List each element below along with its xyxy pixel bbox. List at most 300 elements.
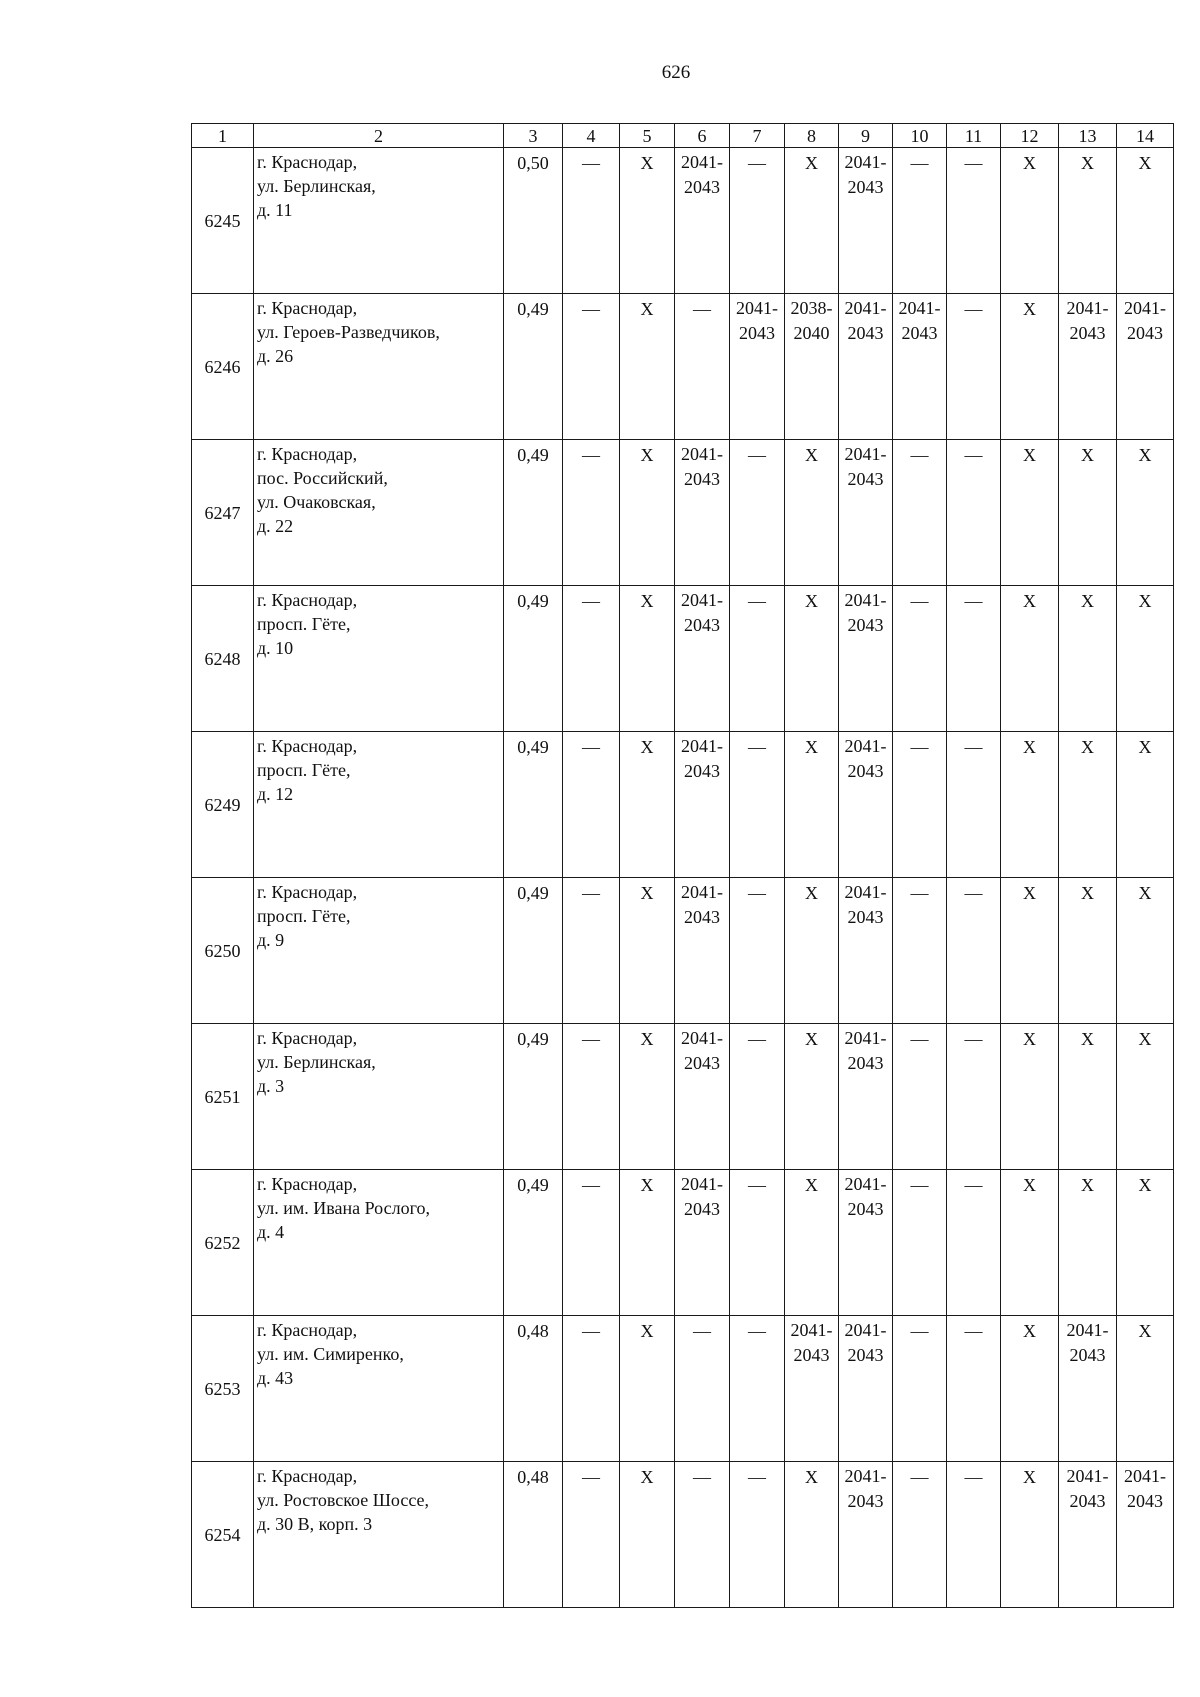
cell-col-4 <box>563 1024 620 1170</box>
column-header: 1 <box>192 124 254 148</box>
year-range-line: 2043 <box>847 907 884 927</box>
cell-col-9 <box>839 1170 893 1316</box>
cell-col-13 <box>1059 440 1117 586</box>
cell-col-3 <box>504 586 563 732</box>
cell-col-11 <box>947 440 1001 586</box>
cell-value: X <box>805 153 818 173</box>
cell-col-9 <box>839 1462 893 1608</box>
cell-col-3 <box>504 1316 563 1462</box>
cell-value: 0,49 <box>517 299 549 319</box>
cell-col-13 <box>1059 1462 1117 1608</box>
address-line: г. Краснодар, <box>257 1028 358 1048</box>
cell-col-8 <box>785 1170 839 1316</box>
cell-col-13 <box>1059 1024 1117 1170</box>
cell-col-8 <box>785 1462 839 1608</box>
cell-value: — <box>910 1029 929 1049</box>
address-line: д. 30 В, корп. 3 <box>257 1514 373 1534</box>
cell-value: — <box>910 1321 929 1341</box>
cell-col-11 <box>947 1170 1001 1316</box>
year-range-line: 2043 <box>1069 323 1106 343</box>
cell-value: X <box>640 153 654 173</box>
cell-value: X <box>1138 1321 1152 1341</box>
column-header: 9 <box>839 124 893 148</box>
cell-col-6 <box>675 586 730 732</box>
cell-value: — <box>910 883 929 903</box>
cell-value: X <box>640 591 654 611</box>
column-header: 10 <box>893 124 947 148</box>
cell-value: 0,49 <box>517 445 549 465</box>
cell-col-6 <box>675 878 730 1024</box>
cell-col-8 <box>785 1316 839 1462</box>
address-cell <box>254 148 504 294</box>
address-cell <box>254 294 504 440</box>
column-header: 2 <box>254 124 504 148</box>
year-range-line: 2041- <box>681 444 723 464</box>
cell-col-5 <box>620 1024 675 1170</box>
cell-col-7 <box>730 148 785 294</box>
cell-value: X <box>1138 883 1152 903</box>
cell-col-7 <box>730 294 785 440</box>
cell-value: — <box>748 1029 766 1049</box>
cell-col-3 <box>504 440 563 586</box>
cell-col-4 <box>563 732 620 878</box>
year-range-line: 2040 <box>793 323 830 343</box>
cell-col-12 <box>1001 440 1059 586</box>
cell-col-6 <box>675 1170 730 1316</box>
cell-value: — <box>582 1467 600 1487</box>
table-row <box>192 586 1174 732</box>
cell-value: — <box>693 1467 711 1487</box>
cell-col-14 <box>1117 586 1174 732</box>
address-cell <box>254 1024 504 1170</box>
cell-col-12 <box>1001 148 1059 294</box>
cell-value: X <box>1023 1321 1036 1341</box>
cell-col-12 <box>1001 1462 1059 1608</box>
cell-col-8 <box>785 732 839 878</box>
page-number: 626 <box>661 62 691 83</box>
cell-col-9 <box>839 294 893 440</box>
cell-value: 0,49 <box>517 591 549 611</box>
address-cell <box>254 732 504 878</box>
column-header: 7 <box>730 124 785 148</box>
cell-col-13 <box>1059 1170 1117 1316</box>
row-number: 6245 <box>192 148 254 294</box>
table-row <box>192 1462 1174 1608</box>
cell-col-5 <box>620 440 675 586</box>
cell-col-14 <box>1117 1024 1174 1170</box>
cell-col-11 <box>947 1316 1001 1462</box>
address-line: г. Краснодар, <box>257 1174 358 1194</box>
address-line: г. Краснодар, <box>257 736 358 756</box>
cell-value: — <box>964 1029 983 1049</box>
cell-value: X <box>1023 299 1036 319</box>
cell-value: — <box>748 1467 766 1487</box>
address-line: пос. Российский, <box>257 468 388 488</box>
year-range-line: 2041- <box>844 590 887 610</box>
cell-col-10 <box>893 148 947 294</box>
cell-col-6 <box>675 148 730 294</box>
cell-value: X <box>640 1029 654 1049</box>
cell-col-4 <box>563 294 620 440</box>
cell-value: X <box>805 883 818 903</box>
year-range-line: 2038- <box>790 298 833 318</box>
cell-col-6 <box>675 1462 730 1608</box>
table-row <box>192 1170 1174 1316</box>
cell-col-10 <box>893 732 947 878</box>
address-cell <box>254 586 504 732</box>
cell-col-7 <box>730 1170 785 1316</box>
cell-col-8 <box>785 586 839 732</box>
cell-value: — <box>582 1029 600 1049</box>
cell-col-14 <box>1117 148 1174 294</box>
address-line: ул. им. Симиренко, <box>257 1344 404 1364</box>
cell-col-3 <box>504 878 563 1024</box>
column-header: 11 <box>947 124 1001 148</box>
address-line: д. 22 <box>257 516 294 536</box>
year-range-line: 2043 <box>1127 1491 1163 1511</box>
cell-value: X <box>1023 153 1036 173</box>
cell-value: X <box>640 445 654 465</box>
cell-value: X <box>805 1467 818 1487</box>
cell-value: — <box>748 591 766 611</box>
address-cell <box>254 440 504 586</box>
cell-value: — <box>910 445 929 465</box>
cell-value: X <box>640 1467 654 1487</box>
cell-value: — <box>910 1467 929 1487</box>
cell-col-12 <box>1001 1024 1059 1170</box>
year-range-line: 2041- <box>681 152 723 172</box>
cell-col-14 <box>1117 1462 1174 1608</box>
cell-col-4 <box>563 1170 620 1316</box>
cell-value: 0,49 <box>517 737 549 757</box>
year-range-line: 2043 <box>1069 1345 1106 1365</box>
year-range-line: 2041- <box>844 736 887 756</box>
address-line: ул. Героев-Разведчиков, <box>257 322 440 342</box>
cell-col-7 <box>730 1024 785 1170</box>
year-range-line: 2041- <box>844 882 887 902</box>
cell-value: X <box>1138 1175 1152 1195</box>
cell-value: X <box>1023 591 1036 611</box>
cell-col-6 <box>675 1316 730 1462</box>
cell-col-9 <box>839 586 893 732</box>
cell-col-8 <box>785 1024 839 1170</box>
cell-col-14 <box>1117 1316 1174 1462</box>
cell-value: — <box>910 737 929 757</box>
cell-col-7 <box>730 586 785 732</box>
cell-col-13 <box>1059 732 1117 878</box>
address-cell <box>254 878 504 1024</box>
cell-value: X <box>640 737 654 757</box>
cell-value: X <box>805 737 818 757</box>
year-range-line: 2043 <box>847 1053 884 1073</box>
cell-col-14 <box>1117 440 1174 586</box>
cell-value: 0,49 <box>517 1175 549 1195</box>
cell-value: — <box>582 1321 600 1341</box>
address-cell <box>254 1170 504 1316</box>
cell-col-10 <box>893 1316 947 1462</box>
column-header: 3 <box>504 124 563 148</box>
year-range-line: 2043 <box>847 177 884 197</box>
cell-value: X <box>1138 737 1152 757</box>
year-range-line: 2043 <box>901 323 938 343</box>
cell-col-11 <box>947 586 1001 732</box>
row-number: 6246 <box>192 294 254 440</box>
year-range-line: 2043 <box>847 1491 884 1511</box>
year-range-line: 2041- <box>844 298 887 318</box>
year-range-line: 2041- <box>898 298 941 318</box>
year-range-line: 2041- <box>681 1028 723 1048</box>
cell-col-10 <box>893 1462 947 1608</box>
cell-value: 0,49 <box>517 1029 549 1049</box>
cell-col-12 <box>1001 1170 1059 1316</box>
table-row <box>192 148 1174 294</box>
year-range-line: 2041- <box>1124 1466 1166 1486</box>
table-row <box>192 1024 1174 1170</box>
cell-value: — <box>964 445 983 465</box>
cell-value: — <box>910 591 929 611</box>
cell-col-3 <box>504 148 563 294</box>
address-line: д. 12 <box>257 784 294 804</box>
cell-col-11 <box>947 878 1001 1024</box>
cell-col-3 <box>504 732 563 878</box>
cell-col-13 <box>1059 586 1117 732</box>
cell-value: 0,48 <box>517 1321 549 1341</box>
table-row <box>192 732 1174 878</box>
address-line: г. Краснодар, <box>257 152 358 172</box>
address-line: просп. Гёте, <box>257 614 351 634</box>
cell-col-7 <box>730 1316 785 1462</box>
address-line: д. 11 <box>257 200 293 220</box>
year-range-line: 2041- <box>844 444 887 464</box>
year-range-line: 2043 <box>684 177 720 197</box>
cell-col-7 <box>730 878 785 1024</box>
address-line: г. Краснодар, <box>257 882 358 902</box>
row-number: 6249 <box>192 732 254 878</box>
cell-col-10 <box>893 878 947 1024</box>
cell-col-11 <box>947 294 1001 440</box>
cell-value: X <box>1023 883 1036 903</box>
year-range-line: 2041- <box>844 1174 887 1194</box>
year-range-line: 2041- <box>736 298 778 318</box>
year-range-line: 2043 <box>847 1345 884 1365</box>
cell-col-8 <box>785 878 839 1024</box>
cell-col-14 <box>1117 294 1174 440</box>
cell-col-6 <box>675 440 730 586</box>
column-header: 4 <box>563 124 620 148</box>
address-line: д. 3 <box>257 1076 285 1096</box>
address-line: д. 10 <box>257 638 294 658</box>
cell-col-8 <box>785 148 839 294</box>
cell-value: — <box>964 1321 983 1341</box>
cell-col-3 <box>504 1170 563 1316</box>
cell-col-11 <box>947 1462 1001 1608</box>
table-row <box>192 440 1174 586</box>
row-number: 6252 <box>192 1170 254 1316</box>
header-row <box>192 124 1174 148</box>
cell-value: X <box>640 1321 654 1341</box>
address-line: д. 9 <box>257 930 285 950</box>
cell-col-13 <box>1059 1316 1117 1462</box>
year-range-line: 2043 <box>1069 1491 1106 1511</box>
cell-col-12 <box>1001 732 1059 878</box>
cell-col-9 <box>839 732 893 878</box>
cell-col-4 <box>563 148 620 294</box>
year-range-line: 2043 <box>684 907 720 927</box>
year-range-line: 2043 <box>684 1053 720 1073</box>
year-range-line: 2041- <box>1066 298 1109 318</box>
address-line: г. Краснодар, <box>257 590 358 610</box>
row-number: 6250 <box>192 878 254 1024</box>
cell-col-11 <box>947 1024 1001 1170</box>
cell-value: — <box>748 737 766 757</box>
cell-col-10 <box>893 1170 947 1316</box>
cell-value: X <box>1023 445 1036 465</box>
cell-value: — <box>748 883 766 903</box>
cell-value: — <box>748 153 766 173</box>
cell-value: — <box>964 883 983 903</box>
cell-value: X <box>1081 1175 1094 1195</box>
cell-col-12 <box>1001 878 1059 1024</box>
address-line: просп. Гёте, <box>257 760 351 780</box>
cell-col-8 <box>785 294 839 440</box>
column-header: 5 <box>620 124 675 148</box>
table-row <box>192 294 1174 440</box>
cell-col-6 <box>675 1024 730 1170</box>
cell-value: — <box>964 299 983 319</box>
cell-col-5 <box>620 1316 675 1462</box>
cell-col-7 <box>730 440 785 586</box>
cell-value: — <box>964 153 983 173</box>
cell-col-11 <box>947 148 1001 294</box>
data-table <box>191 123 1174 1608</box>
cell-value: X <box>1081 153 1094 173</box>
cell-value: X <box>640 299 654 319</box>
cell-value: — <box>582 299 600 319</box>
cell-col-9 <box>839 1316 893 1462</box>
year-range-line: 2041- <box>681 736 723 756</box>
year-range-line: 2043 <box>1127 323 1163 343</box>
cell-value: — <box>693 299 711 319</box>
year-range-line: 2041- <box>1124 298 1166 318</box>
address-cell <box>254 1462 504 1608</box>
year-range-line: 2043 <box>684 469 720 489</box>
cell-col-14 <box>1117 878 1174 1024</box>
address-line: г. Краснодар, <box>257 444 358 464</box>
cell-col-8 <box>785 440 839 586</box>
address-line: ул. им. Ивана Рослого, <box>257 1198 431 1218</box>
address-line: г. Краснодар, <box>257 298 358 318</box>
cell-value: X <box>805 1029 818 1049</box>
cell-col-3 <box>504 1024 563 1170</box>
cell-value: — <box>910 1175 929 1195</box>
cell-value: — <box>582 445 600 465</box>
year-range-line: 2043 <box>684 615 720 635</box>
year-range-line: 2043 <box>684 761 720 781</box>
cell-value: — <box>748 445 766 465</box>
year-range-line: 2041- <box>1066 1320 1109 1340</box>
table-row <box>192 878 1174 1024</box>
cell-col-12 <box>1001 586 1059 732</box>
address-line: ул. Берлинская, <box>257 176 376 196</box>
address-line: г. Краснодар, <box>257 1466 358 1486</box>
cell-value: — <box>964 591 983 611</box>
cell-value: 0,50 <box>517 153 549 173</box>
cell-value: X <box>805 591 818 611</box>
cell-value: 0,48 <box>517 1467 549 1487</box>
column-header: 13 <box>1059 124 1117 148</box>
cell-col-5 <box>620 732 675 878</box>
cell-col-12 <box>1001 1316 1059 1462</box>
cell-value: X <box>640 1175 654 1195</box>
year-range-line: 2041- <box>790 1320 833 1340</box>
cell-col-4 <box>563 1462 620 1608</box>
year-range-line: 2041- <box>681 1174 723 1194</box>
cell-value: X <box>805 1175 818 1195</box>
row-number: 6253 <box>192 1316 254 1462</box>
cell-col-12 <box>1001 294 1059 440</box>
cell-value: X <box>1081 883 1094 903</box>
cell-value: — <box>582 1175 600 1195</box>
year-range-line: 2041- <box>844 1466 887 1486</box>
year-range-line: 2041- <box>844 152 887 172</box>
year-range-line: 2043 <box>847 1199 884 1219</box>
year-range-line: 2043 <box>847 761 884 781</box>
cell-value: X <box>1023 1175 1036 1195</box>
cell-col-10 <box>893 294 947 440</box>
cell-col-6 <box>675 294 730 440</box>
cell-col-5 <box>620 294 675 440</box>
cell-col-4 <box>563 440 620 586</box>
cell-value: — <box>964 1175 983 1195</box>
cell-value: — <box>582 591 600 611</box>
address-line: ул. Берлинская, <box>257 1052 376 1072</box>
cell-col-13 <box>1059 148 1117 294</box>
cell-value: — <box>582 737 600 757</box>
cell-col-4 <box>563 586 620 732</box>
cell-col-9 <box>839 440 893 586</box>
cell-value: X <box>1138 591 1152 611</box>
cell-col-14 <box>1117 732 1174 878</box>
cell-col-5 <box>620 1462 675 1608</box>
year-range-line: 2043 <box>739 323 775 343</box>
column-header: 12 <box>1001 124 1059 148</box>
year-range-line: 2043 <box>847 323 884 343</box>
cell-col-3 <box>504 1462 563 1608</box>
address-line: д. 4 <box>257 1222 285 1242</box>
cell-col-10 <box>893 1024 947 1170</box>
cell-col-9 <box>839 878 893 1024</box>
cell-value: X <box>1138 153 1152 173</box>
cell-col-5 <box>620 586 675 732</box>
year-range-line: 2041- <box>1066 1466 1109 1486</box>
cell-col-10 <box>893 586 947 732</box>
table-row <box>192 1316 1174 1462</box>
row-number: 6248 <box>192 586 254 732</box>
cell-col-11 <box>947 732 1001 878</box>
cell-value: — <box>964 1467 983 1487</box>
cell-value: — <box>693 1321 711 1341</box>
cell-value: X <box>805 445 818 465</box>
cell-value: X <box>1081 445 1094 465</box>
cell-value: X <box>1081 1029 1094 1049</box>
year-range-line: 2041- <box>681 590 723 610</box>
cell-col-14 <box>1117 1170 1174 1316</box>
cell-col-10 <box>893 440 947 586</box>
cell-value: — <box>964 737 983 757</box>
row-number: 6247 <box>192 440 254 586</box>
cell-value: X <box>1081 591 1094 611</box>
cell-value: X <box>1138 1029 1152 1049</box>
